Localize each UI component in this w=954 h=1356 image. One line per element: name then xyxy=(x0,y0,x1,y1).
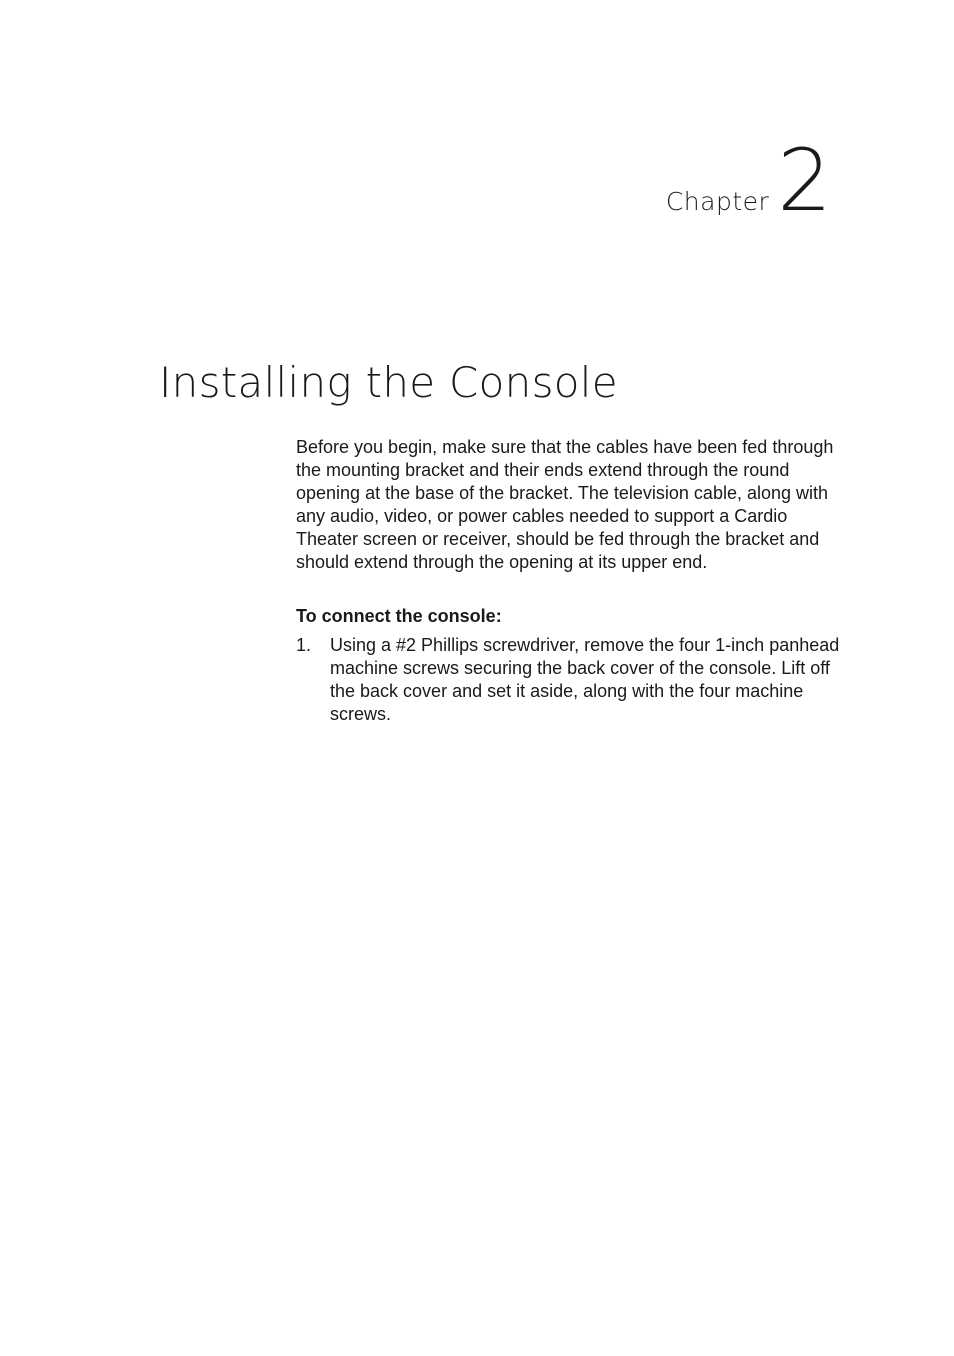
intro-paragraph: Before you begin, make sure that the cables have been fed through the mounting bracket and their ends extend through the round opening at the base of the bracket. The television cable, along with any audio, video, or power cables needed to support a Cardio Theater screen or receiver, should be fed through the bracket and should extend through the opening at its upper end. xyxy=(296,437,834,572)
chapter-label: Chapter xyxy=(665,187,770,216)
steps-list xyxy=(296,634,841,726)
step-text: Using a #2 Phillips screwdriver, remove the four 1-inch panhead machine screws securing the back cover of the console. Lift off the back cover and set it aside, along with the four machine screws. xyxy=(330,635,840,724)
chapter-number: 2 xyxy=(777,131,832,231)
step-item xyxy=(296,634,841,726)
chapter-header xyxy=(665,131,832,231)
page-title: Installing the Console xyxy=(159,358,618,407)
body-content xyxy=(296,436,841,726)
procedure-heading: To connect the console: xyxy=(296,606,502,626)
step-number: 1. xyxy=(296,635,312,655)
